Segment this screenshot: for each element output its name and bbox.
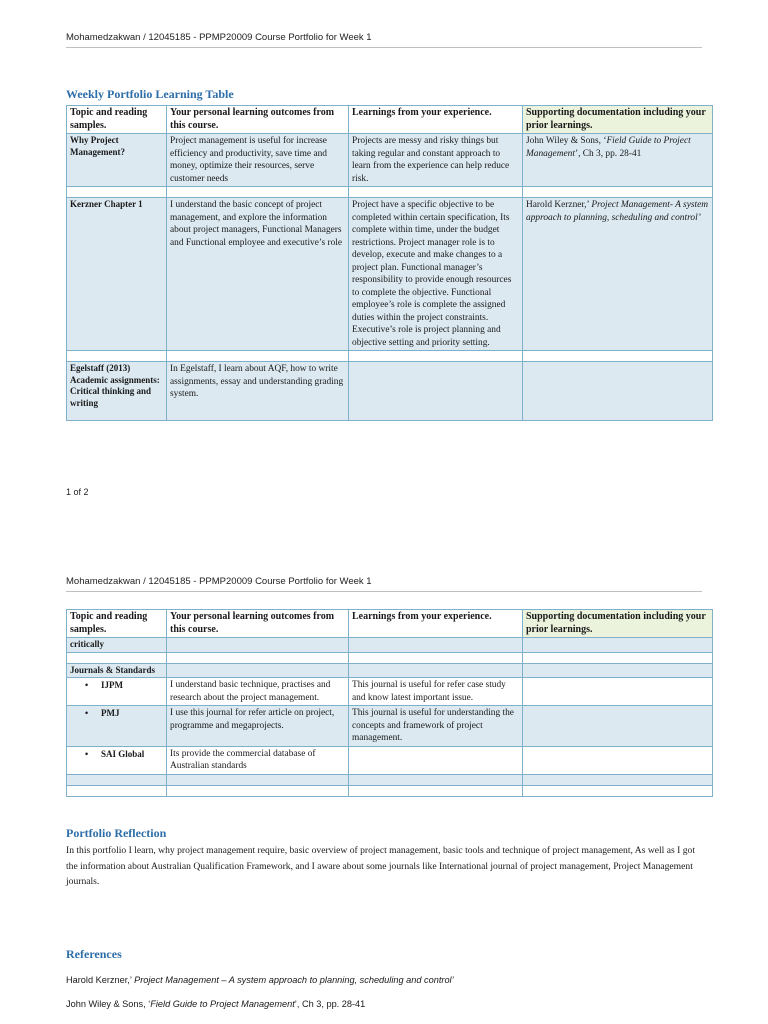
row-documentation	[523, 678, 713, 706]
col-header-experience: Learnings from your experience.	[349, 610, 523, 638]
row-experience: This journal is useful for refer case study and know latest important issue.	[349, 678, 523, 706]
page-header: Mohamedzakwan / 12045185 - PPMP20009 Course Portfolio for Week 1	[66, 576, 702, 592]
table-row	[67, 663, 713, 678]
spacer-row	[67, 351, 713, 362]
doc-prefix: John Wiley & Sons, ‘	[526, 136, 607, 146]
row-experience	[349, 746, 523, 774]
row-experience: Project have a specific objective to be completed within certain specification, Its complete within time, under the budget restrictions. Project manager role is to develop, execute and make changes to a project plan. Functional manager’s responsibility to provide enough resources to complete the objective. Functional employee’s role is complete the assigned duties within the project constraints. Executive’s role is project planning and objective setting and priority setting.	[349, 198, 523, 351]
row-outcomes: I use this journal for refer article on project, programme and megaprojects.	[167, 706, 349, 747]
table-header-row	[67, 106, 713, 134]
col-header-outcomes: Your personal learning outcomes from this course.	[167, 106, 349, 134]
table-row	[67, 638, 713, 653]
col-header-experience: Learnings from your experience.	[349, 106, 523, 134]
reference-author: Harold Kerzner,’	[66, 975, 135, 985]
spacer-row	[67, 652, 713, 663]
reference-author: John Wiley & Sons, ‘	[66, 999, 151, 1009]
col-header-documentation: Supporting documentation including your prior learnings.	[523, 106, 713, 134]
row-topic: Egelstaff (2013) Academic assignments: Critical thinking and writing	[67, 362, 167, 421]
row-documentation	[523, 746, 713, 774]
references-title: References	[66, 947, 122, 961]
col-header-topic: Topic and reading samples.	[67, 610, 167, 638]
reference-item	[66, 999, 365, 1009]
row-documentation	[523, 638, 713, 653]
spacer-row	[67, 774, 713, 785]
row-topic: Kerzner Chapter 1	[67, 198, 167, 351]
row-experience	[349, 663, 523, 678]
row-documentation	[523, 134, 713, 187]
table-row	[67, 362, 713, 421]
reflection-text: In this portfolio I learn, why project management require, basic overview of project management, basic tools and technique of project management, As well as I got the information about Australian Qualification Framework, and I aware about some journals like International journal of project management, Project Management journals.	[66, 845, 695, 887]
row-topic: • PMJ	[67, 706, 167, 747]
row-outcomes: Its provide the commercial database of Australian standards	[167, 746, 349, 774]
row-documentation	[523, 362, 713, 421]
reference-suffix: ’, Ch 3, pp. 28-41	[294, 999, 366, 1009]
row-topic: • SAI Global	[67, 746, 167, 774]
table-row	[67, 198, 713, 351]
reflection-title: Portfolio Reflection	[66, 826, 167, 840]
spacer-row	[67, 187, 713, 198]
col-header-outcomes: Your personal learning outcomes from this course.	[167, 610, 349, 638]
row-documentation	[523, 706, 713, 747]
table-row	[67, 746, 713, 774]
reference-item	[66, 975, 454, 985]
table-row	[67, 134, 713, 187]
table-row	[67, 706, 713, 747]
table-header-row	[67, 610, 713, 638]
row-outcomes: In Egelstaff, I learn about AQF, how to write assignments, essay and understanding grading system.	[167, 362, 349, 421]
row-outcomes: Project management is useful for increase efficiency and productivity, save time and money, optimize their resources, serve customer needs	[167, 134, 349, 187]
row-experience: This journal is useful for understanding the concepts and framework of project management.	[349, 706, 523, 747]
doc-prefix: Harold Kerzner,’	[526, 200, 592, 210]
row-topic: Why Project Management?	[67, 134, 167, 187]
row-outcomes	[167, 638, 349, 653]
page-header: Mohamedzakwan / 12045185 - PPMP20009 Course Portfolio for Week 1	[66, 32, 702, 48]
spacer-row	[67, 785, 713, 796]
row-outcomes: I understand basic technique, practises and research about the project management.	[167, 678, 349, 706]
col-header-documentation: Supporting documentation including your prior learnings.	[523, 610, 713, 638]
row-experience	[349, 362, 523, 421]
row-documentation	[523, 663, 713, 678]
row-outcomes	[167, 663, 349, 678]
doc-suffix: ’, Ch 3, pp. 28-41	[574, 148, 642, 159]
reference-title: Field Guide to Project Management	[150, 999, 295, 1009]
row-topic: Journals & Standards	[67, 663, 167, 678]
page-number: 1 of 2	[66, 487, 89, 497]
doc-title: Field Guide to Project Management	[526, 136, 691, 159]
row-outcomes: I understand the basic concept of project management, and explore the information about project managers, Functional Managers and Functional employee and executive’s role	[167, 198, 349, 351]
doc-title: Project Management- A system approach to planning, scheduling and control’	[526, 200, 709, 223]
row-documentation	[523, 198, 713, 351]
table-row	[67, 678, 713, 706]
learning-table	[66, 105, 713, 421]
row-topic: • IJPM	[67, 678, 167, 706]
section-title: Weekly Portfolio Learning Table	[66, 87, 234, 101]
reference-title: Project Management – A system approach to planning, scheduling and control’	[134, 975, 454, 985]
col-header-topic: Topic and reading samples.	[67, 106, 167, 134]
learning-table-continued	[66, 609, 713, 797]
row-experience	[349, 638, 523, 653]
row-experience: Projects are messy and risky things but taking regular and constant approach to learn from the experience can help reduce risk.	[349, 134, 523, 187]
row-topic: critically	[67, 638, 167, 653]
